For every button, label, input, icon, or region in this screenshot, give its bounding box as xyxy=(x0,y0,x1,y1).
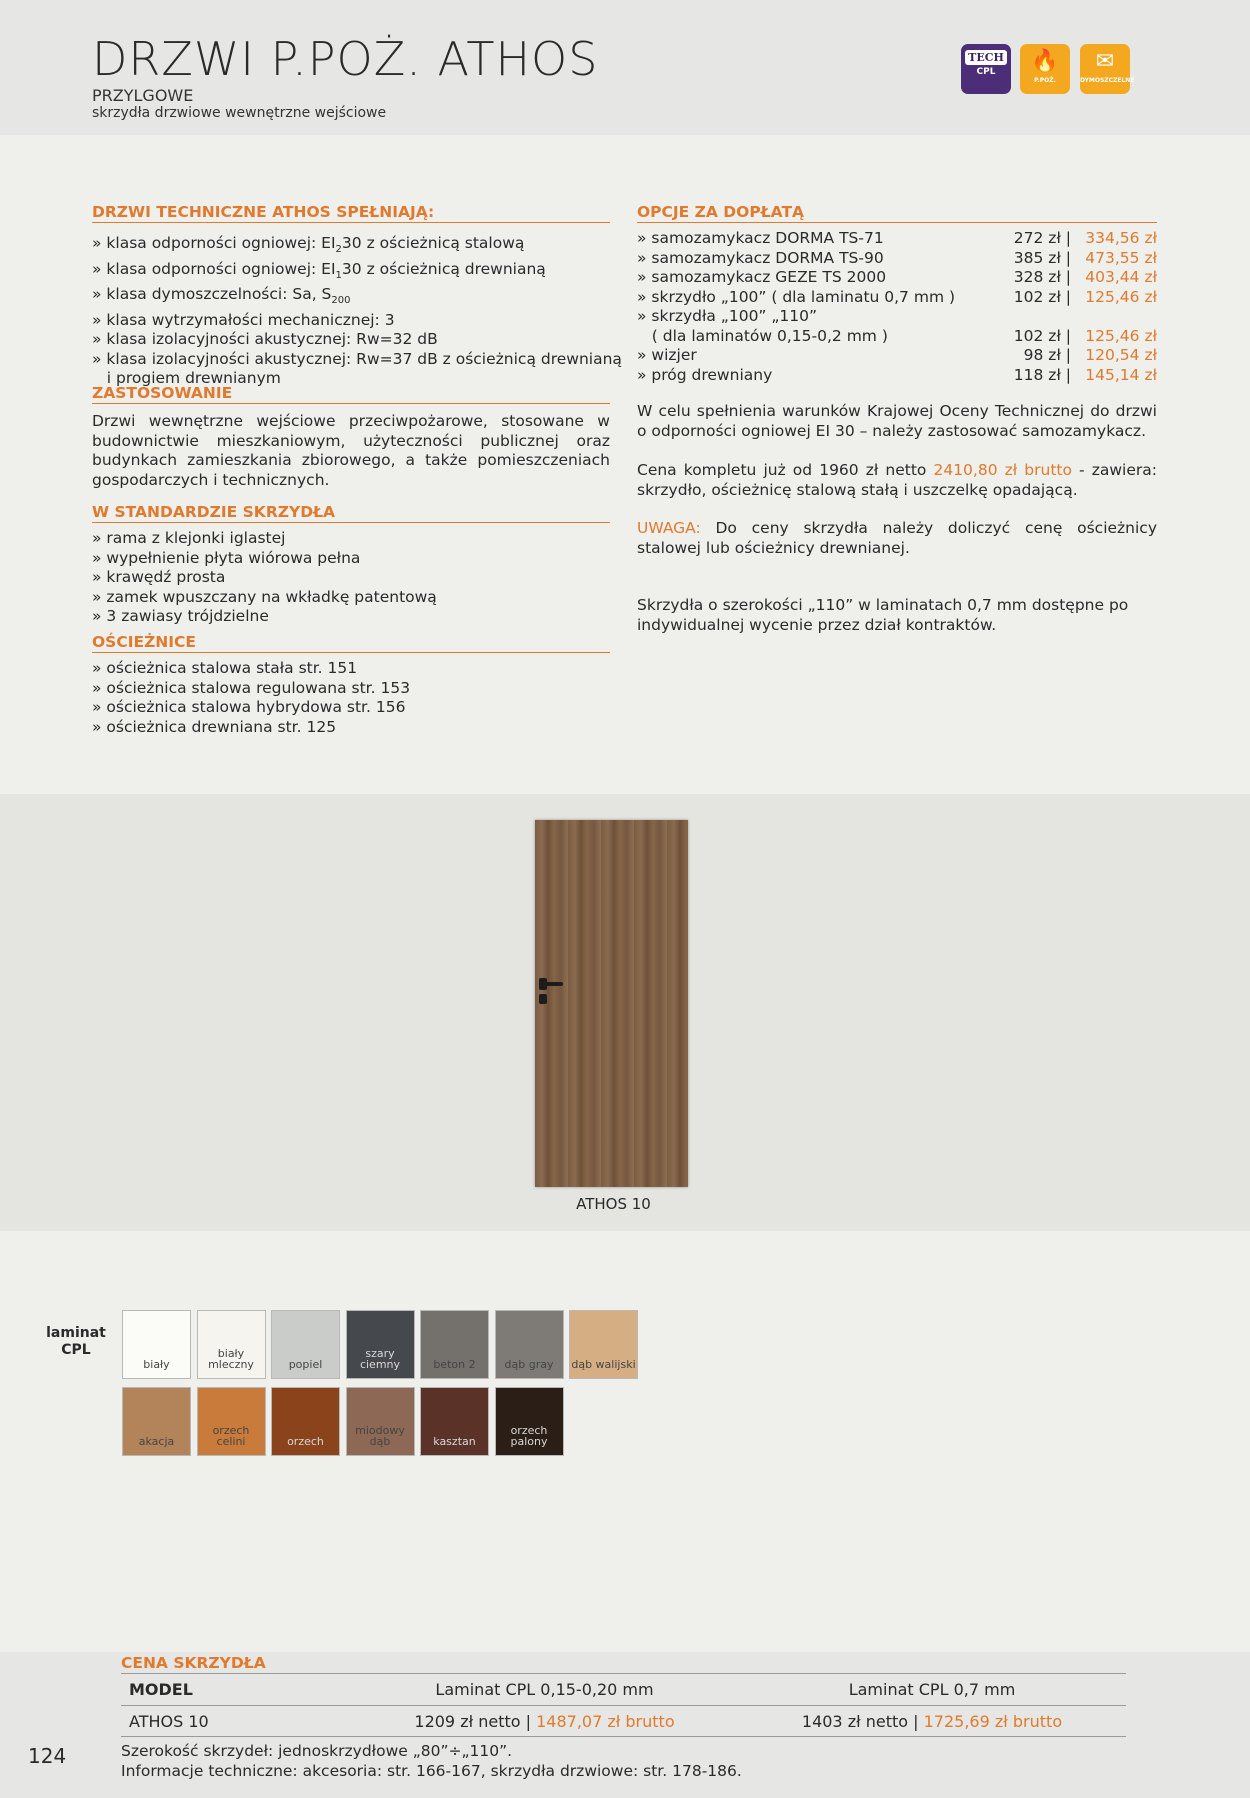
option-net-price: 272 zł | xyxy=(1013,229,1071,247)
laminat-label xyxy=(44,1325,108,1359)
option-net-price: 385 zł | xyxy=(1013,248,1071,267)
option-name: » wizjer xyxy=(637,346,697,364)
tech-list xyxy=(92,234,622,389)
standard-item: » krawędź prosta xyxy=(92,568,226,586)
door-image xyxy=(535,820,688,1187)
row-price-thick xyxy=(738,1712,1126,1731)
info-cena-kompletu xyxy=(637,461,1157,500)
tech-item-subscript: 200 xyxy=(331,295,351,307)
tech-item-text: i progiem drewnianym xyxy=(92,369,281,388)
option-net-price xyxy=(991,307,1071,327)
option-row xyxy=(637,249,1157,269)
option-row xyxy=(637,366,1157,386)
page-subsubtitle: skrzydła drzwiowe wewnętrzne wejściowe xyxy=(92,105,387,121)
option-row xyxy=(637,268,1157,288)
option-row xyxy=(637,346,1157,366)
price-table xyxy=(121,1673,1126,1737)
option-gross-price: 120,54 zł xyxy=(1085,346,1157,364)
door-label: ATHOS 10 xyxy=(576,1195,651,1213)
option-gross-price xyxy=(1071,307,1157,327)
door-handle-icon xyxy=(540,982,563,986)
price-thick-gross: 1725,69 zł brutto xyxy=(923,1711,1063,1731)
laminat-swatch: orzech celini xyxy=(197,1387,266,1456)
smoke-seal-icon: ✉ xyxy=(1095,49,1115,74)
standard-list xyxy=(92,529,437,627)
price-table-row xyxy=(121,1705,1126,1737)
laminat-swatch: miodowy dąb xyxy=(346,1387,415,1456)
tech-item-subscript: 1 xyxy=(335,269,342,281)
zastosowanie-heading: ZASTOSOWANIE xyxy=(92,384,610,404)
option-gross-price: 125,46 zł xyxy=(1085,326,1157,345)
footer-line-2: Informacje techniczne: akcesoria: str. 166-167, skrzydła drzwiowe: str. 178-186. xyxy=(121,1761,742,1780)
option-name: » samozamykacz DORMA TS-90 xyxy=(637,248,884,267)
option-row xyxy=(637,229,1157,249)
option-gross-price: 473,55 zł xyxy=(1085,248,1157,267)
laminat-swatch: dąb walijski xyxy=(569,1310,638,1379)
opcje-table xyxy=(637,229,1157,385)
tech-item-text: » klasa izolacyjności akustycznej: Rw=32 dB xyxy=(92,330,438,349)
standard-item: » rama z klejonki iglastej xyxy=(92,529,286,547)
tech-item-text: » klasa odporności ogniowej: EI xyxy=(92,259,336,278)
uwaga-text: Do ceny skrzydła należy doliczyć cenę ościeżnicy stalowej lub ościeżnicy drewnianej. xyxy=(637,519,1157,557)
tech-item xyxy=(92,285,622,311)
option-net-price: 118 zł | xyxy=(1013,365,1071,384)
uwaga-label: UWAGA: xyxy=(637,519,701,537)
option-gross-price: 334,56 zł xyxy=(1085,229,1157,247)
row-model: ATHOS 10 xyxy=(129,1711,209,1731)
tech-item-text: » klasa wytrzymałości mechanicznej: 3 xyxy=(92,310,395,329)
laminat-swatch: biały xyxy=(122,1310,191,1379)
footer-line-1: Szerokość skrzydeł: jednoskrzydłowe „80”÷„110”. xyxy=(121,1742,513,1760)
option-name: » samozamykacz GEZE TS 2000 xyxy=(637,268,887,286)
tech-item xyxy=(92,234,622,260)
tech-item xyxy=(92,311,622,331)
oscieznice-item: » ościeżnica stalowa stała str. 151 xyxy=(92,659,358,677)
tech-item xyxy=(92,330,622,350)
option-net-price: 328 zł | xyxy=(1013,268,1071,286)
tech-badge-top: TECH xyxy=(965,50,1007,65)
col-laminat-thin: Laminat CPL 0,15-0,20 mm xyxy=(435,1680,654,1699)
option-name: » skrzydło „100” ( dla laminatu 0,7 mm ) xyxy=(637,287,956,306)
page-title: DRZWI P.POŻ. ATHOS xyxy=(92,32,599,86)
laminat-swatch: akacja xyxy=(122,1387,191,1456)
oscieznice-item: » ościeżnica stalowa hybrydowa str. 156 xyxy=(92,698,406,716)
price-thick-net: 1403 zł netto | xyxy=(801,1711,924,1731)
price-table-header xyxy=(121,1673,1126,1705)
option-row xyxy=(637,307,1157,327)
smoke-badge xyxy=(1080,44,1135,94)
laminat-swatch: beton 2 xyxy=(420,1310,489,1379)
info-kot: W celu spełnienia warunków Krajowej Oceny Technicznej do drzwi o odporności ogniowej EI 30 – należy zastosować samozamykacz. xyxy=(637,402,1157,440)
option-gross-price: 145,14 zł xyxy=(1085,365,1157,384)
option-name: » samozamykacz DORMA TS-71 xyxy=(637,229,884,247)
oscieznice-item: » ościeżnica stalowa regulowana str. 153 xyxy=(92,678,411,697)
price-thin-gross: 1487,07 zł brutto xyxy=(536,1711,675,1731)
tech-heading: DRZWI TECHNICZNE ATHOS SPEŁNIAJĄ: xyxy=(92,203,610,223)
col-model: MODEL xyxy=(129,1680,193,1699)
opcje-heading: OPCJE ZA DOPŁATĄ xyxy=(637,203,1157,223)
tech-cpl-badge xyxy=(961,44,1011,94)
info-cena-brutto: 2410,80 zł brutto xyxy=(933,461,1072,479)
page-subtitle: PRZYLGOWE xyxy=(92,86,194,105)
laminat-swatch: dąb gray xyxy=(495,1310,564,1379)
price-thin-net: 1209 zł netto | xyxy=(414,1711,537,1731)
option-net-price: 102 zł | xyxy=(1013,326,1071,345)
tech-item-text: » klasa izolacyjności akustycznej: Rw=37 dB z ościeżnicą drewnianą xyxy=(92,349,622,368)
oscieznice-item: » ościeżnica drewniana str. 125 xyxy=(92,717,337,736)
cena-heading: CENA SKRZYDŁA xyxy=(121,1654,266,1672)
tech-item xyxy=(92,350,622,370)
laminat-swatch: popiel xyxy=(271,1310,340,1379)
oscieznice-heading: OŚCIEŻNICE xyxy=(92,633,610,653)
option-net-price: 98 zł | xyxy=(1023,346,1071,364)
page-number: 124 xyxy=(28,1744,67,1768)
smoke-badge-caption: DYMOSZCZELNE xyxy=(1080,77,1135,84)
col-laminat-thick: Laminat CPL 0,7 mm xyxy=(848,1680,1016,1699)
tech-item-text: » klasa odporności ogniowej: EI xyxy=(92,234,336,252)
door-keyhole-icon xyxy=(539,994,547,1004)
info-uwaga xyxy=(637,519,1157,558)
option-name: » próg drewniany xyxy=(637,365,773,384)
standard-item: » 3 zawiasy trójdzielne xyxy=(92,607,269,625)
fire-badge-caption: P.POŻ. xyxy=(1034,77,1056,84)
laminat-swatch: szary ciemny xyxy=(346,1310,415,1379)
option-row xyxy=(637,327,1157,347)
option-name: ( dla laminatów 0,15-0,2 mm ) xyxy=(637,326,888,345)
footer-notes xyxy=(121,1742,742,1781)
tech-item-subscript: 2 xyxy=(335,244,342,256)
info-szerokosc: Skrzydła o szerokości „110” w laminatach 0,7 mm dostępne po indywidualnej wycenie przez dział kontraktów. xyxy=(637,596,1129,634)
laminat-swatch: orzech palony xyxy=(495,1387,564,1456)
zastosowanie-text: Drzwi wewnętrzne wejściowe przeciwpożarowe, stosowane w budownictwie mieszkaniowym, użyteczności publicznej oraz budynkach zamieszkania zbiorowego, a także pomieszczeniach gospodarczych i technicznych. xyxy=(92,412,610,489)
option-row xyxy=(637,288,1157,308)
tech-badge-bottom: CPL xyxy=(976,67,996,77)
laminat-swatch: orzech xyxy=(271,1387,340,1456)
option-net-price: 102 zł | xyxy=(1013,287,1071,306)
standard-item: » wypełnienie płyta wiórowa pełna xyxy=(92,548,361,567)
flame-icon: 🔥 xyxy=(1031,49,1059,74)
laminat-swatch: kasztan xyxy=(420,1387,489,1456)
option-name: » skrzydła „100” „110” xyxy=(637,307,818,325)
tech-item xyxy=(92,260,622,286)
row-price-thin xyxy=(351,1712,738,1731)
info-cena-post: - zawiera: skrzydło, ościeżnicę stalową stałą i uszczelkę opadającą. xyxy=(637,461,1157,499)
oscieznice-list xyxy=(92,659,410,737)
option-gross-price: 403,44 zł xyxy=(1085,268,1157,286)
info-cena-pre: Cena kompletu już od 1960 zł netto xyxy=(637,461,934,479)
laminat-label-line1: laminat xyxy=(46,1325,106,1341)
standard-heading: W STANDARDZIE SKRZYDŁA xyxy=(92,503,610,523)
option-gross-price: 125,46 zł xyxy=(1085,287,1157,306)
tech-item-text-post: 30 z ościeżnicą stalową xyxy=(341,234,525,252)
fire-badge xyxy=(1020,44,1070,94)
tech-item-text-post: 30 z ościeżnicą drewnianą xyxy=(341,259,546,278)
laminat-swatch: biały mleczny xyxy=(197,1310,266,1379)
standard-item: » zamek wpuszczany na wkładkę patentową xyxy=(92,587,437,606)
laminat-label-line2: CPL xyxy=(61,1342,91,1358)
tech-item-text: » klasa dymoszczelności: Sa, S xyxy=(92,285,332,304)
